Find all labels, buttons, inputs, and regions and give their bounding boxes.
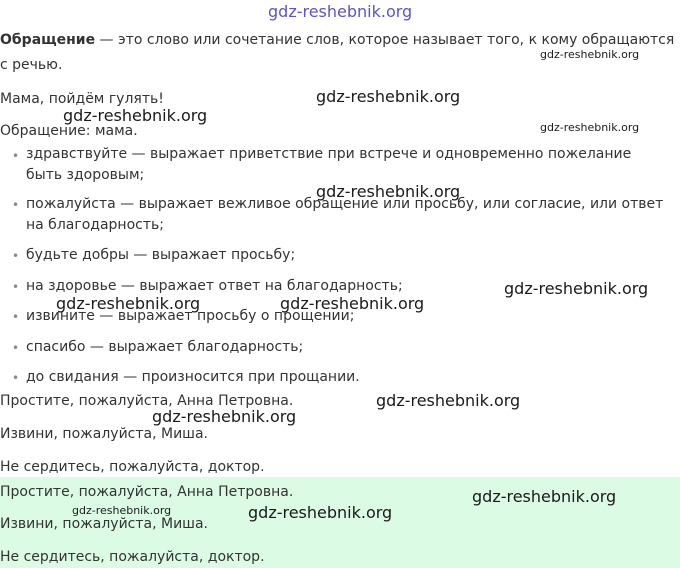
bullet-icon: • [12,249,20,263]
definition-line-1 [0,31,674,49]
watermark: gdz-reshebnik.org [72,504,172,517]
bullet-icon: • [12,371,20,385]
watermark: gdz-reshebnik.org [280,294,425,313]
example-sentence: Мама, пойдём гулять! [0,91,164,107]
list-item [26,144,631,186]
watermark: gdz-reshebnik.org [376,391,521,410]
watermark: gdz-reshebnik.org [316,182,461,201]
watermark: gdz-reshebnik.org [504,279,649,298]
definition-text: — это слово или сочетание слов, которое называет того, к кому обращаются [95,32,675,48]
example-label: Обращение: мама. [0,123,138,139]
list-item-line-1: здравствуйте — выражает приветствие при встрече и одновременно пожелание [26,146,632,162]
list-item: на здоровье — выражает ответ на благодарность; [26,278,403,294]
watermark: gdz-reshebnik.org [540,121,640,134]
list-item-line-2: быть здоровым; [26,167,145,183]
watermark: gdz-reshebnik.org [540,48,640,61]
bullet-icon: • [12,198,20,212]
list-item: извините — выражает просьбу о прощении; [26,308,355,324]
list-item-line-1: пожалуйста — выражает вежливое обращение или просьбу, или согласие, или ответ [26,196,664,212]
task-sentence: Не сердитесь, пожалуйста, доктор. [0,459,265,475]
answer-sentence: Не сердитесь, пожалуйста, доктор. [0,549,265,565]
list-item-line-2: на благодарность; [26,217,164,233]
answer-sentence: Простите, пожалуйста, Анна Петровна. [0,484,294,500]
list-item: будьте добры — выражает просьбу; [26,247,296,263]
bullet-icon: • [12,341,20,355]
watermark: gdz-reshebnik.org [248,503,393,522]
answer-sentence: Извини, пожалуйста, Миша. [0,516,209,532]
watermark-top: gdz-reshebnik.org [268,2,413,21]
task-sentence: Простите, пожалуйста, Анна Петровна. [0,393,294,409]
bullet-icon: • [12,310,20,324]
list-item: спасибо — выражает благодарность; [26,339,304,355]
watermark: gdz-reshebnik.org [472,487,617,506]
watermark: gdz-reshebnik.org [63,106,208,125]
list-item: до свидания — произносится при прощании. [26,369,360,385]
watermark: gdz-reshebnik.org [316,87,461,106]
task-sentence: Извини, пожалуйста, Миша. [0,426,209,442]
definition-line-2: с речью. [0,57,63,73]
definition-term: Обращение [0,32,96,48]
watermark: gdz-reshebnik.org [56,294,201,313]
bullet-icon: • [12,280,20,294]
watermark: gdz-reshebnik.org [152,407,297,426]
bullet-icon: • [12,149,20,163]
